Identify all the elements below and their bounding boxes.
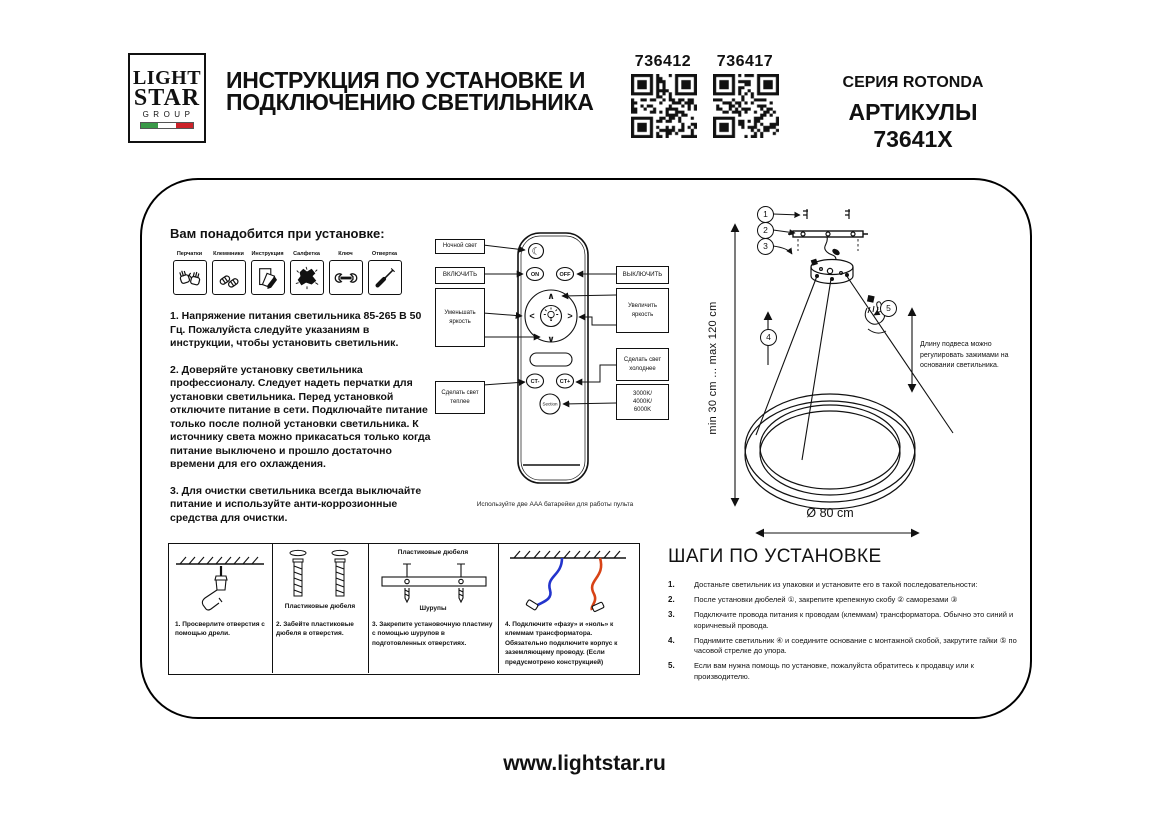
- callout-connectors: [483, 245, 616, 404]
- qr-code-1: [631, 74, 697, 138]
- bulb-icon: [544, 308, 558, 321]
- label-dim: Уменьшать яркость: [435, 288, 485, 347]
- warning-1: 1. Напряжение питания светильника 85-265 В 50 Гц. Пожалуйста следуйте указаниям в инструкции, чтобы установить светильник.: [170, 310, 422, 349]
- arrow-right-icon: >: [567, 311, 573, 321]
- wire-blue: [536, 558, 562, 606]
- tool-label: Отвертка: [371, 251, 398, 257]
- panel-2-label: Пластиковые дюбеля: [284, 603, 356, 610]
- arrow-left-icon: <: [529, 311, 535, 321]
- warning-3: 3. Для очистки светильника всегда выключайте питание и используйте анти-коррозионные средства для очистки.: [170, 484, 422, 524]
- install-step-4: 4. Поднимите светильник ④ и соедините основание с монтажной скобой, закрутите гайки ⑤ по часовой стрелке до упора.: [668, 635, 1017, 656]
- tool-label: Перчатки: [176, 251, 203, 257]
- article-number-2: 736417: [716, 53, 774, 70]
- lightstar-logo: [128, 53, 206, 143]
- panel-3-caption: 3. Закрепите установочную пластину с помощью шурупов в подготовленных отверстиях.: [372, 621, 493, 647]
- tool-label: Ключ: [338, 251, 353, 257]
- ct-minus-button: CT-: [530, 379, 540, 385]
- plate-illustration: [378, 560, 490, 604]
- panel-3-label-bottom: Шурупы: [419, 605, 447, 612]
- logo-text-light: LIGHT: [132, 67, 202, 89]
- tool-label: Клеммники: [213, 251, 244, 257]
- tool-wrench: [326, 251, 365, 295]
- wrench-icon: [333, 265, 359, 291]
- install-step-3: 3. Подключите провода питания к проводам (клеммам) трансформатора. Обычно это синий и коричневый провода.: [668, 609, 1014, 630]
- tool-gloves: [170, 251, 209, 295]
- kelvin-3000: 3000K/: [632, 390, 653, 397]
- logo-text-group: GROUP: [142, 110, 195, 119]
- label-brighten: Увеличить яркость: [616, 288, 669, 333]
- callout-5: 5: [880, 300, 897, 317]
- manual-icon: [255, 265, 281, 291]
- safety-warnings: [170, 310, 434, 538]
- napkin-icon: [294, 265, 320, 291]
- off-button: OFF: [559, 272, 571, 278]
- label-colder: Сделать свет холоднее: [616, 348, 669, 381]
- label-power-off: ВЫКЛЮЧИТЬ: [616, 266, 669, 284]
- logo-text-star: STAR: [133, 85, 201, 111]
- on-button: ON: [530, 272, 540, 278]
- install-step-1: 1. Достаньте светильник из упаковки и установите его в такой последовательности:: [668, 580, 978, 589]
- battery-note: Используйте две AAA батарейки для работы пульта: [476, 501, 634, 508]
- screw-icon: [803, 209, 850, 219]
- tool-screwdriver: [365, 251, 404, 295]
- drill-illustration: [172, 550, 268, 616]
- install-steps-section: [668, 546, 1036, 687]
- height-range-label: min 30 cm ... max 120 cm: [707, 301, 719, 435]
- callout-1: 1: [757, 206, 774, 223]
- wires-illustration: [504, 546, 632, 618]
- kelvin-4000: 4000K/: [632, 398, 653, 405]
- arrow-up-icon: ∧: [547, 291, 555, 301]
- kelvin-6000: 6000K: [633, 407, 652, 414]
- callout-4: 4: [760, 329, 777, 346]
- panel-3-label-top: Пластиковые дюбеля: [397, 549, 469, 556]
- ring-lamp: [745, 394, 915, 509]
- article-number-1: 736412: [634, 53, 692, 70]
- tool-napkin: [287, 251, 326, 295]
- tool-label: Инструкция: [251, 251, 284, 257]
- document-title: [226, 69, 626, 113]
- callout-2: 2: [757, 222, 774, 239]
- series-name: СЕРИЯ ROTONDA: [842, 74, 984, 91]
- label-night-light: Ночной свет: [435, 239, 485, 254]
- night-light-icon: ☾: [531, 246, 541, 258]
- ct-plus-button: CT+: [559, 379, 571, 385]
- italy-flag-icon: [140, 122, 194, 129]
- tool-terminals: [209, 251, 248, 295]
- title-line-1: ИНСТРУКЦИЯ ПО УСТАНОВКЕ И: [226, 67, 586, 93]
- tool-manual: [248, 251, 287, 295]
- tool-label: Салфетка: [293, 251, 320, 257]
- screwdriver-icon: [372, 265, 398, 291]
- diameter-label: Ø 80 cm: [806, 506, 854, 520]
- terminals-icon: [216, 265, 242, 291]
- gloves-icon: [177, 265, 203, 291]
- articles-code: АРТИКУЛЫ 73641X: [848, 99, 978, 152]
- label-power-on: ВКЛЮЧИТЬ: [435, 267, 485, 284]
- dowels-illustration: [282, 549, 358, 601]
- panel-1-caption: 1. Просверлите отверстия с помощью дрели.: [175, 621, 265, 638]
- warning-2: 2. Доверяйте установку светильника профессионалу. Следует надеть перчатки для установки светильника. Перед установкой отключите питание в сети. Подключайте питание только после полной установки светильника. К источнику света можно прикасаться только когда питание выключено и прошло достаточно времени для его охлаждения.: [170, 363, 431, 470]
- website-url: www.lightstar.ru: [503, 752, 666, 775]
- tools-heading: Вам понадобится при установке:: [170, 226, 385, 241]
- label-warmer: Сделать свет теплее: [435, 381, 485, 414]
- arrow-down-icon: ∨: [547, 334, 555, 344]
- section-button: Section: [542, 401, 558, 407]
- panel-4-caption: 4. Подключите «фазу» и «ноль» к клеммам трансформатора. Обязательно подключите корпус к заземляющему проводу. (Если предусмотрено конструкцией): [505, 621, 618, 666]
- suspension-adjust-note: Длину подвеса можно регулировать зажимами на основании светильника.: [920, 341, 1009, 369]
- callout-3: 3: [757, 238, 774, 255]
- qr-code-2: [713, 74, 779, 138]
- title-line-2: ПОДКЛЮЧЕНИЮ СВЕТИЛЬНИКА: [226, 89, 594, 115]
- install-step-5: 5. Если вам нужна помощь по установке, пожалуйста обратитесь к продавцу или к производителю.: [668, 661, 974, 682]
- install-heading: ШАГИ ПО УСТАНОВКЕ: [668, 546, 882, 567]
- install-step-2: 2. После установки дюбелей ①, закрепите крепежную скобу ② саморезами ③: [668, 594, 958, 604]
- panel-2-caption: 2. Забейте пластиковые дюбеля в отверстия.: [276, 621, 354, 638]
- label-kelvin: [616, 384, 669, 420]
